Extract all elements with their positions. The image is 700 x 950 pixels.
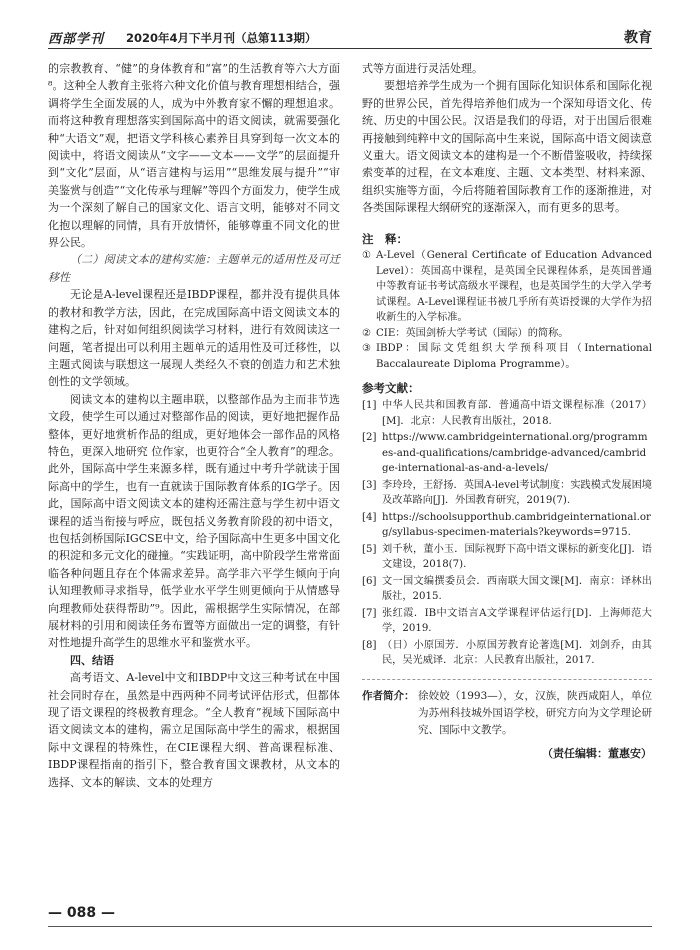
reference-number: [1] [362, 400, 377, 412]
note-item [362, 326, 652, 342]
footer-rule [48, 926, 652, 927]
reference-text: （日）小原国芳．小原国芳教育论著选[M]．刘剑乔，由其民，吴光威译．北京：人民教育出版社，2017. [382, 639, 652, 667]
reference-item [362, 478, 652, 509]
note-number: ③ [362, 343, 372, 355]
reference-item [362, 510, 652, 541]
reference-item [362, 398, 652, 429]
reference-number: [5] [362, 543, 377, 555]
body-paragraph: 阅读文本的建构以主题串联，以整部作品为主而非节选文段，使学生可以通过对整部作品的阅读，更好地把握作品整体，更好地赏析作品的组成，更好地体会一部作品的风格特色，更深入地研究 位作家，也更符合“全人教育”的理念。此外，国际高中学生来源多样，既有通过中考升学就读于国际高中的学生，也有一直就读于国际教育体系的IG学子。因此，国际高中语文阅读文本的建构还需注意与学生初中语文课程的适当衔接与呼应，既包括义务教育阶段的初中语文，也包括剑桥国际IGCSE中文，给予国际高中生更多中国文化的积淀和多元文化的碰撞。“实践证明，高中阶段学生常常面临各种问题且存在个体需求差异。高学非六平学生倾向于向认知理教师寻求指导，低学业水平学生则更倾向于从情感导向理教师处获得帮助”⁹。因此，需根据学生实际情况，在部展材料的引用和阅读任务布置等方面做出一定的调整，有针对性地提升高学生的思维水平和鉴赏水平。 [48, 392, 340, 650]
note-item [362, 341, 652, 372]
reference-text: https://schoolsupporthub.cambridgeinternational.org/syllabus-specimen-materials?keywords=9715. [382, 511, 651, 539]
page-header [48, 27, 652, 47]
reference-number: [4] [362, 511, 377, 523]
note-text: CIE：英国剑桥大学考试（国际）的简称。 [376, 327, 569, 339]
reference-number: [8] [362, 639, 377, 651]
reference-item [362, 430, 652, 477]
reference-number: [6] [362, 575, 377, 587]
note-text: IBDP：国际文凭组织大学预科项目（International Baccalaureate Diploma Programme）。 [376, 343, 652, 370]
reference-text: 文一国文编撰委员会．西南联大国文课[M]．南京：译林出版社，2015. [382, 575, 652, 603]
reference-number: [3] [362, 479, 377, 491]
reference-number: [7] [362, 607, 377, 619]
subheading: （二）阅读文本的建构实施：主题单元的适用性及可迁移性 [48, 253, 340, 284]
author-label: 作者简介： [362, 689, 415, 702]
note-text: A-Level（General Certificate of Education Advanced Level）：英国高中课程，是英国全民课程体系，是英国普通中等教育证书考试高级水平课程，也是英国学生的大学入学考试课程。A-Level课程证书被几乎所有英语授课的大学作为招收新生的入学标准。 [376, 250, 652, 324]
author-text: 徐姣姣（1993—），女，汉族，陕西咸阳人，单位为苏州科技城外国语学校，研究方向为文学理论研究、国际中文教学。 [418, 689, 652, 736]
reference-item [362, 638, 652, 669]
body-paragraph: 高考语文、A-level中文和IBDP中文这三种考试在中国社会同时存在，虽然是中西两种不同考试评估形式，但都体现了语文课程的终极教育理念。“全人教育”视域下国际高中语文阅读文本的建构，需立足国际高中学生的需求，根据国际中文课程的特殊性，在CIE课程大纲、普高课程标准、IBDP课程指南的指引下，整合教育国文课教材，从文本的选择、文本的解读、文本的处理方 [48, 671, 340, 789]
note-item [362, 248, 652, 326]
reference-text: 刘千秋，董小玉．国际视野下高中语文课标的新变化[J]．语文建设，2018(7). [382, 543, 652, 571]
journal-logo: 西部学刊 [48, 32, 105, 47]
author-separator [362, 679, 652, 680]
note-number: ② [362, 327, 372, 339]
reference-text: https://www.cambridgeinternational.org/programmes-and-qualifications/cambridge-advanced/cambridge-international-as-and-a-levels/ [382, 432, 648, 475]
references-title: 参考文献： [362, 381, 420, 396]
reference-text: 李玲玲，王舒扬．英国A-level考试制度：实践模式发展困境及改革路向[J]．外国教育研究，2019(7). [382, 479, 652, 507]
reference-text: 张红霞．IB中文语言A文学课程评估运行[D]．上海师范大学，2019. [382, 607, 652, 635]
left-column [48, 60, 340, 791]
reference-number: [2] [362, 432, 377, 444]
body-paragraph: 要想培养学生成为一个拥有国际化知识体系和国际化视野的世界公民，首先得培养他们成为一个深知母语文化、传统、历史的中国公民。汉语是我们的母语，对于出国后很难再接触到纯粹中文的国际高中生来说，国际高中语文阅读意义重大。语文阅读文本的建构是一个不断借鉴吸收，持续探索变革的过程，在文本难度、主题、文本类型、材料来源、组织实施等方面，今后将随着国际教育工作的逐渐推进，对各类国际课程大纲研究的逐渐深入，而有更多的思考。 [362, 79, 652, 215]
section-label: 教育 [624, 30, 652, 46]
reference-text: 中华人民共和国教育部．普通高中语文课程标准（2017）[M]．北京：人民教育出版社，2018. [382, 400, 652, 427]
body-paragraph: 式等方面进行灵活处理。 [362, 62, 483, 75]
reference-item [362, 542, 652, 573]
note-number: ① [362, 250, 372, 262]
author-bio [362, 688, 652, 739]
right-column [362, 60, 652, 762]
section-heading: 四、结语 [70, 653, 114, 667]
body-paragraph: 无论是A-level课程还是IBDP课程，都并没有提供具体的教材和教学方法，因此，在完成国际高中语文阅读文本的建构之后，针对如何组织阅读学习材料，进行有效阅读这一问题，笔者提出可以利用主题单元的适用性及可迁移性，以主题式阅读与联想这一展现人类经久不衰的创造力和艺术独创性的文学领域。 [48, 288, 340, 389]
body-paragraph: 的宗教教育、“健”的身体教育和“富”的生活教育等六大方面⁸。这种全人教育主张将六种文化价值与教育理想相结合，强调将学生全面发展的人，成为中外教育家不懈的理想追求。而将这种教育理想落实到国际高中的语文阅读，就需要强化 种“大语文”观，把语文学科核心素养目具穿到每一次文本的阅读中，将语文阅读从“文字——文本——文学”的层面提升到“文化”层面，从“语言建构与运用”“思维发展与提升”“审美鉴赏与创造”“文化传承与理解”等四个方面发力，使学生成为一个深刻了解自己的国家文化、语言文明，能够对不同文化抱以理解的同情，具有开放情怀，能够尊重不同文化的世界公民。 [48, 62, 340, 250]
page-number: — 088 — [48, 905, 115, 921]
editor-credit: （责任编辑：董惠安） [542, 746, 652, 760]
reference-item [362, 574, 652, 605]
issue-info: 2020年4月下半月刊（总第113期） [126, 31, 317, 45]
reference-item [362, 606, 652, 637]
notes-title: 注 释： [362, 231, 408, 246]
header-rule [48, 48, 652, 49]
